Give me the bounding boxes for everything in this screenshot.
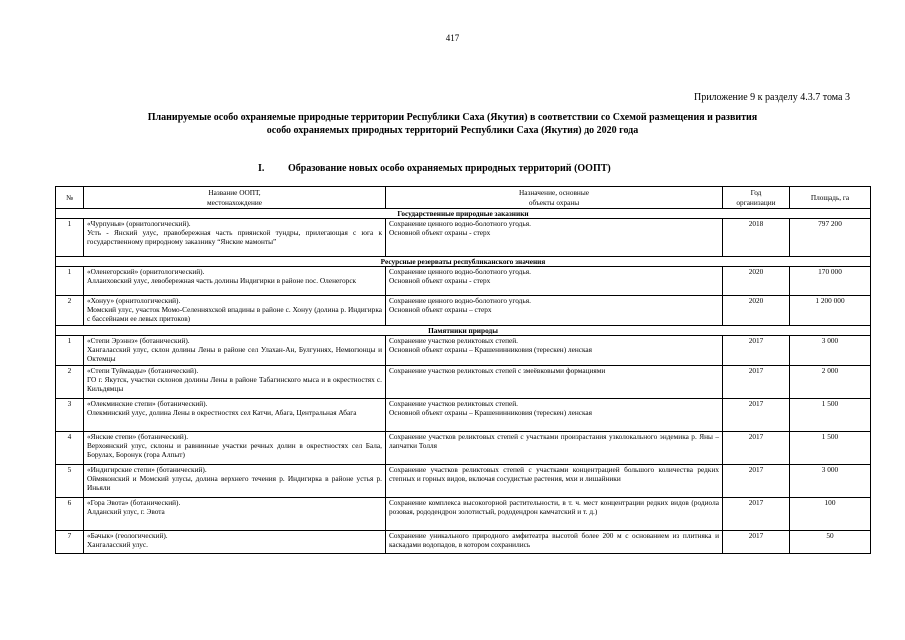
cell-purpose	[386, 267, 723, 296]
cell-year: 2017	[723, 336, 790, 366]
cell-num: 2	[56, 296, 84, 326]
cell-num: 1	[56, 336, 84, 366]
cell-year: 2018	[723, 219, 790, 257]
section-title: Образование новых особо охраняемых природных территорий (ООПТ)	[288, 163, 611, 174]
table-row	[56, 296, 871, 326]
purpose-line: Основной объект охраны – Крашенинниковия (терескен) ленская	[389, 408, 593, 418]
purpose-line: Сохранение комплекса высокогорной растительности, в т. ч. мест концентрации редких видов (родиола розовая, рододендрон золотистый, рододендрон камчатский и т. д.)	[389, 498, 719, 517]
cell-area: 3 000	[790, 336, 871, 366]
name-line: Верхоянский улус, склоны и равнинные участки речных долин в окрестностях сел Бала, Борулах, Боронук (гора Алпыт)	[87, 441, 382, 460]
purpose-line: Сохранение участков реликтовых степей с участками произрастания узколокального эндемика р. Яны – лапчатки Толля	[389, 432, 719, 451]
header-purpose-line: объекты охраны	[528, 197, 580, 207]
cell-name	[84, 432, 386, 465]
cell-area: 50	[790, 531, 871, 554]
cell-name	[84, 399, 386, 432]
purpose-line: Сохранение участков реликтовых степей с участками концентрацией большого количества редких степных и горных видов, включая сосудистые растения, мхи и лишайники	[389, 465, 719, 484]
purpose-line: Основной объект охраны - стерх	[389, 276, 491, 286]
cell-num: 7	[56, 531, 84, 554]
cell-num: 3	[56, 399, 84, 432]
header-name	[84, 187, 386, 209]
cell-purpose	[386, 336, 723, 366]
cell-area: 170 000	[790, 267, 871, 296]
name-line: Хангаласский улус.	[87, 540, 148, 550]
title-line: особо охраняемых природных территорий Республики Саха (Якутия) до 2020 года	[266, 125, 639, 136]
purpose-line: Сохранение ценного водно-болотного угодья.	[389, 219, 531, 228]
header-year	[723, 187, 790, 209]
group-row	[56, 326, 871, 336]
cell-area: 100	[790, 498, 871, 531]
table-row	[56, 465, 871, 498]
purpose-line: Основной объект охраны - стерх	[389, 228, 491, 238]
name-line: «Бачык» (геологический).	[87, 531, 168, 540]
section-number: I.	[258, 163, 265, 174]
header-name-line: Название ООПТ,	[208, 188, 261, 198]
header-year-line: Год	[750, 188, 762, 198]
cell-num: 5	[56, 465, 84, 498]
group-title: Государственные природные заказники	[56, 209, 871, 219]
cell-name	[84, 465, 386, 498]
cell-num: 2	[56, 366, 84, 399]
name-line: «Индигирские степи» (ботанический).	[87, 465, 207, 474]
cell-purpose	[386, 531, 723, 554]
name-line: Усть - Янский улус, правобережная часть приянской тундры, прилегающая с юга к государственному природному заказнику “Янские мамонты”	[87, 228, 382, 247]
cell-year: 2017	[723, 498, 790, 531]
table-header-row	[56, 187, 871, 209]
name-line: Аллаиховский улус, левобережная часть долины Индигирки в районе пос. Оленегорск	[87, 276, 357, 286]
name-line: «Гора Эвота» (ботанический).	[87, 498, 181, 507]
header-purpose-line: Назначение, основные	[519, 188, 589, 198]
cell-purpose	[386, 296, 723, 326]
oopt-table	[55, 186, 871, 554]
name-line: Алданский улус, г. Эвота	[87, 507, 165, 517]
cell-purpose	[386, 498, 723, 531]
group-title: Ресурсные резерваты республиканского значения	[56, 257, 871, 267]
cell-name	[84, 267, 386, 296]
cell-area: 797 200	[790, 219, 871, 257]
cell-area: 1 200 000	[790, 296, 871, 326]
name-line: Олекминский улус, долина Лены в окрестностях сел Катчи, Абага, Центральная Абага	[87, 408, 357, 418]
table-row	[56, 531, 871, 554]
title-line: Планируемые особо охраняемые природные территории Республики Саха (Якутия) в соответствии со Схемой размещения и развития	[147, 112, 758, 123]
cell-num: 6	[56, 498, 84, 531]
purpose-line: Сохранение участков реликтовых степей.	[389, 399, 518, 408]
cell-area: 1 500	[790, 432, 871, 465]
name-line: «Чурпунья» (орнитологический).	[87, 219, 191, 228]
cell-name	[84, 531, 386, 554]
group-row	[56, 209, 871, 219]
header-name-line: местонахождение	[206, 197, 263, 207]
purpose-line: Сохранение ценного водно-болотного угодья.	[389, 296, 531, 305]
table-row	[56, 498, 871, 531]
header-num: №	[56, 187, 84, 209]
cell-year: 2017	[723, 432, 790, 465]
table-row	[56, 336, 871, 366]
cell-year: 2017	[723, 366, 790, 399]
header-purpose	[386, 187, 723, 209]
cell-year: 2017	[723, 399, 790, 432]
cell-name	[84, 366, 386, 399]
cell-year: 2017	[723, 531, 790, 554]
name-line: «Олекминские степи» (ботанический).	[87, 399, 208, 408]
purpose-line: Сохранение участков реликтовых степей.	[389, 336, 518, 345]
purpose-line: Основной объект охраны – Крашенинниковия (терескен) ленская	[389, 345, 593, 355]
name-line: «Степи Туймаады» (ботанический).	[87, 366, 199, 375]
cell-year: 2017	[723, 465, 790, 498]
name-line: Оймяконский и Момский улусы, долина верхнего течения р. Индигирка в районе устья р. Иньяли	[87, 474, 382, 493]
table-row	[56, 366, 871, 399]
header-area: Площадь, га	[790, 187, 871, 209]
purpose-line: Сохранение участков реликтовых степей с змеёвковыми формациями	[389, 366, 606, 375]
cell-num: 1	[56, 267, 84, 296]
cell-purpose	[386, 399, 723, 432]
document-title	[60, 111, 845, 137]
cell-year: 2020	[723, 267, 790, 296]
name-line: «Степи Эрэннэ» (ботанический).	[87, 336, 190, 345]
page-number: 417	[445, 33, 460, 43]
cell-area: 1 500	[790, 399, 871, 432]
cell-num: 1	[56, 219, 84, 257]
cell-purpose	[386, 366, 723, 399]
group-row	[56, 257, 871, 267]
purpose-line: Основной объект охраны – стерх	[389, 305, 492, 315]
table-row	[56, 219, 871, 257]
name-line: Момский улус, участок Момо-Селенняхской впадины в районе с. Хонуу (долина р. Индигирка с бассейнами ее левых притоков)	[87, 305, 382, 324]
name-line: ГО г. Якутск, участки склонов долины Лены в районе Табагинского мыса и в окрестностях с. Кильдямцы	[87, 375, 382, 394]
name-line: Хангаласский улус, склон долины Лены в районе сел Улахан-Ан, Булгуннях, Немюгюнцы и Октемцы	[87, 345, 382, 364]
appendix-reference: Приложение 9 к разделу 4.3.7 тома 3	[693, 92, 850, 103]
cell-purpose	[386, 465, 723, 498]
cell-name	[84, 296, 386, 326]
table-row	[56, 399, 871, 432]
table-row	[56, 432, 871, 465]
cell-name	[84, 219, 386, 257]
cell-num: 4	[56, 432, 84, 465]
cell-area: 3 000	[790, 465, 871, 498]
header-year-line: организации	[736, 197, 776, 207]
purpose-line: Сохранение ценного водно-болотного угодья.	[389, 267, 531, 276]
group-title: Памятники природы	[56, 326, 871, 336]
cell-area: 2 000	[790, 366, 871, 399]
cell-name	[84, 336, 386, 366]
cell-purpose	[386, 219, 723, 257]
table-row	[56, 267, 871, 296]
cell-name	[84, 498, 386, 531]
purpose-line: Сохранение уникального природного амфитеатра высотой более 200 м с основанием из плитняка и каскадами водопадов, в котором сохранились	[389, 531, 719, 550]
name-line: «Оленегорский» (орнитологический).	[87, 267, 205, 276]
name-line: «Янские степи» (ботанический).	[87, 432, 189, 441]
name-line: «Хонуу» (орнитологический).	[87, 296, 181, 305]
cell-year: 2020	[723, 296, 790, 326]
cell-purpose	[386, 432, 723, 465]
